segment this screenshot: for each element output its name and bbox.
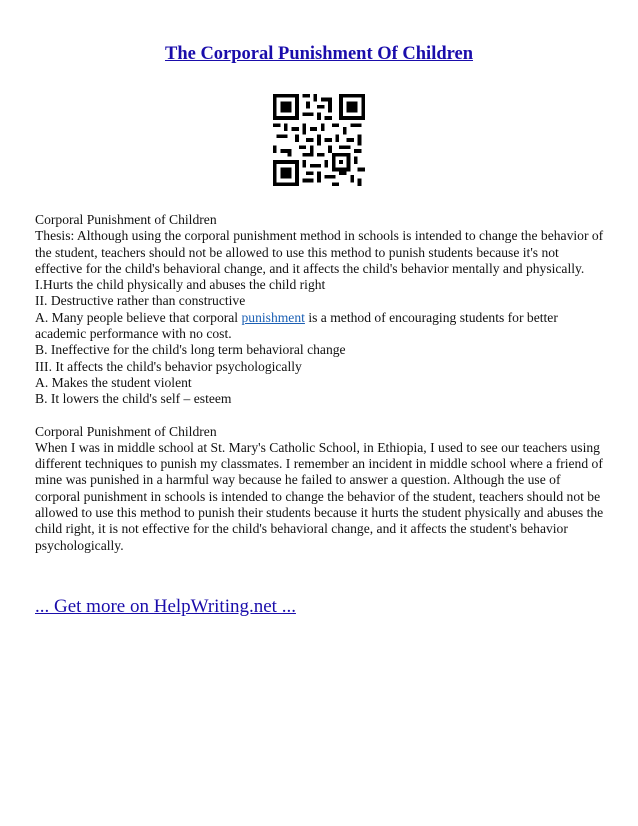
punishment-link[interactable]: punishment xyxy=(241,309,305,325)
outline-heading: Corporal Punishment of Children xyxy=(35,212,217,227)
thesis-statement: Thesis: Although using the corporal punishment method in schools is intended to change the behavior of the student, teachers should not be allowed to use this method to punish students because it's not effective for the child's behavioral change, and it affects the child's behavior mentally and physically. xyxy=(35,228,604,276)
outline-point-3b: B. It lowers the child's self – esteem xyxy=(35,391,232,407)
qr-code-icon xyxy=(273,94,365,186)
section-gap xyxy=(35,408,607,424)
outline-point-1: I.Hurts the child physically and abuses the child right xyxy=(35,277,326,293)
outline-point-3: III. It affects the child's behavior psychologically xyxy=(35,358,302,374)
document-title[interactable]: The Corporal Punishment Of Children xyxy=(164,44,474,64)
outline-point-3a: A. Makes the student violent xyxy=(35,374,192,390)
get-more-link[interactable]: ... Get more on HelpWriting.net ... xyxy=(35,596,296,617)
essay-paragraph: When I was in middle school at St. Mary's Catholic School, in Ethiopia, I used to see our teachers using different techniques to punish my classmates. I remember an incident in middle school where a friend of mine was punished in a harmful way because he failed to answer a question. Although the use of corporal punishment in schools is intended to change the behavior of the student, teachers should not be allowed to use this method to punish their students because it hurts the student physically and abuses the child right, it is not effective for the child's behavioral change, and it affects the student's behavior psychologically. xyxy=(35,439,604,553)
essay-heading: Corporal Punishment of Children xyxy=(35,423,217,439)
outline-point-2: II. Destructive rather than constructive xyxy=(35,293,246,309)
outline-point-2a-after: is a method of encouraging students for better academic performance with no cost. xyxy=(35,309,558,342)
outline-point-2b: B. Ineffective for the child's long term behavioral change xyxy=(35,342,346,358)
outline-point-2a-before: A. Many people believe that corporal xyxy=(35,309,242,325)
outline-point-2a xyxy=(35,310,607,343)
document-body xyxy=(35,212,607,554)
